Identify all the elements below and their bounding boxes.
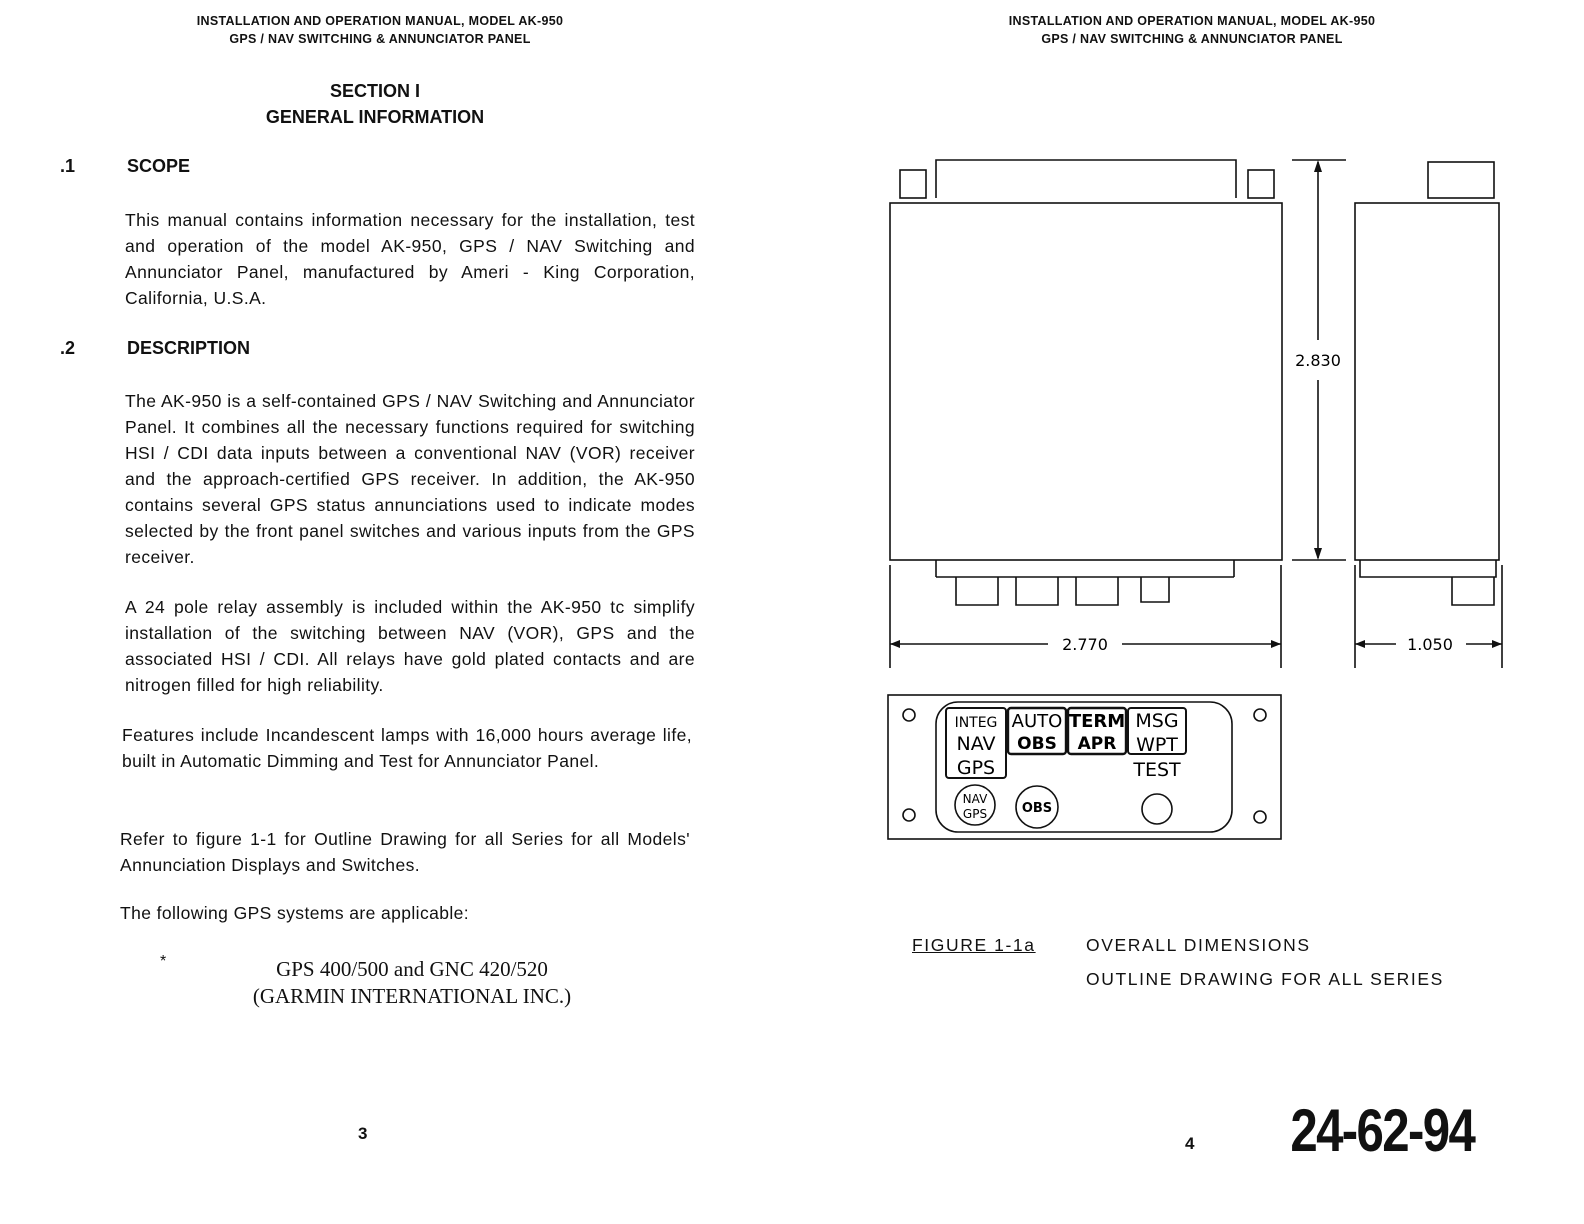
side-connector-top	[1428, 162, 1494, 198]
depth-dimension: 1.050	[1407, 635, 1453, 654]
description-paragraph-1: The AK-950 is a self-contained GPS / NAV Switching and Annunciator Panel. It combines all the necessary functions required for switching HSI / CDI data inputs between a conventional NAV (VOR) receiver and the approach-certified GPS receiver. In addition, the AK-950 contains several GPS status annunciations used to indicate modes selected by the front panel switches and various inputs from the GPS receiver.	[125, 391, 695, 567]
bottom-connector-2	[1016, 577, 1058, 605]
side-connector-bottom	[1452, 577, 1494, 605]
switch-gps-label: GPS	[962, 807, 988, 821]
bottom-connector-1	[956, 577, 998, 605]
annunciator-obs-label: OBS	[1017, 734, 1057, 754]
annunciator-apr-label: APR	[1077, 734, 1117, 754]
gps-system-models: GPS 400/500 and GNC 420/520	[276, 957, 548, 981]
annunciator-gps-label: GPS	[956, 757, 996, 779]
annunciator-term-label: TERM	[1068, 711, 1126, 732]
section-heading-scope: SCOPE	[127, 156, 191, 176]
header-line-2: GPS / NAV SWITCHING & ANNUNCIATOR PANEL	[1041, 32, 1343, 46]
mount-hole-top-right	[1254, 709, 1266, 721]
header-line-2: GPS / NAV SWITCHING & ANNUNCIATOR PANEL	[229, 32, 531, 46]
section-number-description: .2	[60, 338, 76, 358]
annunciator-wpt-label: WPT	[1136, 734, 1178, 756]
annunciator-integ-label: INTEG	[954, 715, 998, 731]
page-header	[972, 12, 1412, 48]
description-paragraph-4: Refer to figure 1-1 for Outline Drawing for all Series for all Models' Annunciation Displays and Switches.	[120, 829, 690, 875]
mount-hole-top-left	[903, 709, 915, 721]
outline-drawing	[880, 150, 1520, 880]
header-line-1: INSTALLATION AND OPERATION MANUAL, MODEL AK-950	[196, 14, 564, 28]
figure-caption-line-1: OVERALL DIMENSIONS	[1086, 935, 1311, 955]
gps-system-entry	[222, 956, 602, 1010]
test-label: TEST	[1133, 759, 1181, 781]
header-line-1: INSTALLATION AND OPERATION MANUAL, MODEL AK-950	[1008, 14, 1376, 28]
annunciator-auto-label: AUTO	[1011, 711, 1063, 732]
bottom-connector-4	[1141, 577, 1169, 602]
bullet-marker: *	[160, 953, 167, 970]
document-number: 24-62-94	[1290, 1097, 1474, 1164]
switch-obs-label: OBS	[1021, 801, 1053, 816]
section-number-scope: .1	[60, 156, 76, 176]
test-switch	[1142, 794, 1172, 824]
annunciator-nav-label: NAV	[956, 733, 996, 755]
top-connector-center	[936, 160, 1236, 198]
page-number-left: 3	[358, 1124, 368, 1143]
page-header	[160, 12, 600, 48]
figure-caption-label: FIGURE 1-1a	[912, 935, 1036, 955]
gps-system-manufacturer: (GARMIN INTERNATIONAL INC.)	[252, 984, 572, 1008]
annunciator-msg-label: MSG	[1135, 710, 1179, 732]
height-dimension: 2.830	[1295, 351, 1341, 370]
section-subtitle: GENERAL INFORMATION	[265, 107, 485, 127]
description-paragraph-5: The following GPS systems are applicable:	[120, 903, 470, 923]
description-paragraph-3: Features include Incandescent lamps with 16,000 hours average life, built in Automatic Dimming and Test for Annunciator Panel.	[122, 725, 692, 771]
description-paragraph-2: A 24 pole relay assembly is included within the AK-950 tc simplify installation of the switching between NAV (VOR), GPS and the associated HSI / CDI. All relays have gold plated contacts and are nitrogen filled for high reliability.	[125, 597, 695, 695]
top-connector-left	[900, 170, 926, 198]
front-view-body	[890, 203, 1282, 560]
bottom-connector-3	[1076, 577, 1118, 605]
mount-hole-bottom-left	[903, 809, 915, 821]
top-connector-right	[1248, 170, 1274, 198]
width-dimension: 2.770	[1062, 635, 1108, 654]
mount-hole-bottom-right	[1254, 811, 1266, 823]
scope-paragraph: This manual contains information necessary for the installation, test and operation of the model AK-950, GPS / NAV Switching and Annunciator Panel, manufactured by Ameri - King Corporation, California, U.S.A.	[125, 210, 695, 308]
page-number-right: 4	[1185, 1134, 1195, 1153]
side-view-body	[1355, 203, 1499, 560]
section-heading-description: DESCRIPTION	[127, 338, 251, 358]
figure-caption-line-2: OUTLINE DRAWING FOR ALL SERIES	[1086, 969, 1444, 989]
section-title: SECTION I	[329, 81, 420, 101]
switch-nav-label: NAV	[962, 792, 988, 806]
